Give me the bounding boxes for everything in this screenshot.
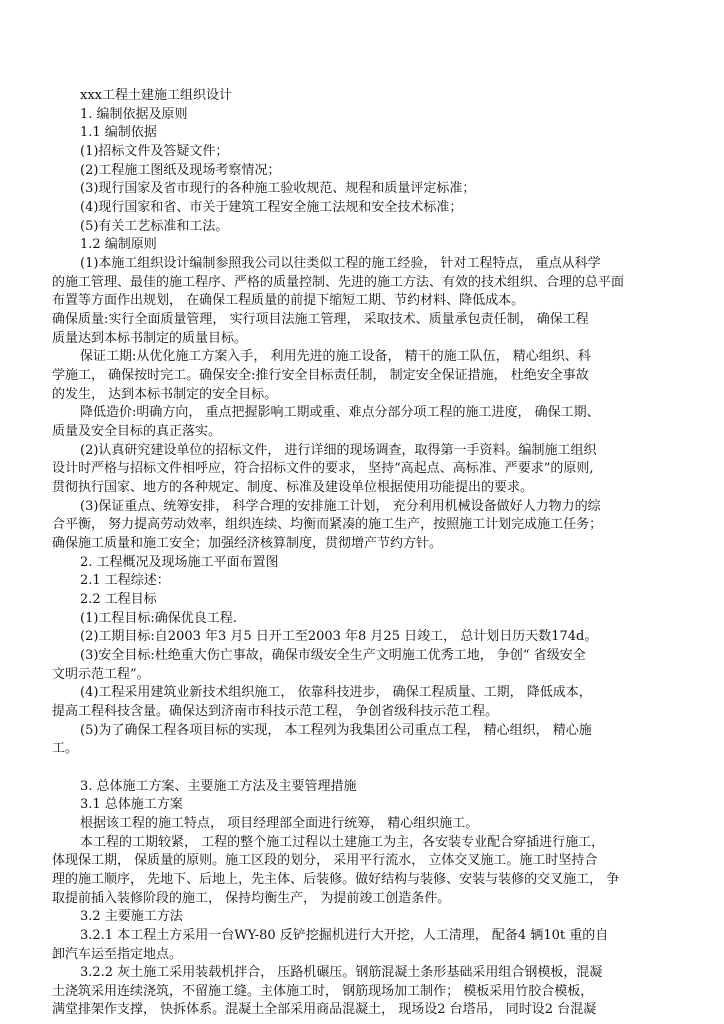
- list-item: (5)有关工艺标准和工法。: [80, 219, 229, 234]
- paragraph-line: 文明示范工程”。: [52, 667, 150, 682]
- paragraph-line: 布置等方面作出规划， 在确保工程质量的前提下缩短工期、节约材料、降低成本。: [52, 293, 525, 308]
- paragraph-line: 取提前插入装修阶段的施工， 保持均衡生产， 为提前竣工创造条件。: [52, 891, 451, 906]
- subsection-heading: 2.1 工程综述：: [80, 573, 170, 588]
- paragraph-line: 贯彻执行国家、地方的各种规定、制度、标准及建设单位根据使用功能提出的要求。: [52, 480, 534, 495]
- list-item: (2)工程施工图纸及现场考察情况；: [80, 163, 281, 178]
- paragraph-line: 合平衡， 努力提高劳动效率，组织连续、均衡而紧凑的施工生产，按照施工计划完成施工任务；: [52, 517, 603, 532]
- paragraph-line: (2)认真研究建设单位的招标文件， 进行详细的现场调查，取得第一手资料。编制施工组织: [80, 443, 597, 458]
- list-item: (4)现行国家和省、市关于建筑工程安全施工法规和安全技术标准；: [80, 200, 463, 215]
- paragraph-line: 本工程的工期较紧， 工程的整个施工过程以土建施工为主，各安装专业配合穿插进行施工，: [80, 835, 605, 850]
- paragraph-line: 3.2.2 灰土施工采用装载机拌合， 压路机碾压。钢筋混凝土条形基础采用组合钢模板，混凝: [80, 965, 603, 980]
- section-heading: 3. 总体施工方案、主要施工方法及主要管理措施: [80, 779, 357, 794]
- paragraph-line: 工。: [52, 741, 79, 756]
- document-title: xxx工程土建施工组织设计: [80, 88, 232, 103]
- list-item: (3)安全目标:杜绝重大伤亡事故，确保市级安全生产文明施工优秀工地， 争创“ 省级安全: [80, 648, 586, 663]
- paragraph-line: 确保质量:实行全面质量管理， 实行项目法施工管理， 采取技术、质量承包责任制， 确保工程: [52, 312, 589, 327]
- list-item: (1)招标文件及答疑文件；: [80, 144, 229, 159]
- list-item: (4)工程采用建筑业新技术组织施工， 依靠科技进步， 确保工程质量、工期， 降低成本，: [80, 685, 592, 700]
- paragraph-line: 3.2.1 本工程土方采用一台WY-80 反铲挖掘机进行大开挖，人工清理， 配备4 辆10t 重的自: [80, 928, 609, 943]
- list-item: (1)工程目标:确保优良工程.: [80, 611, 237, 626]
- paragraph-line: (3)保证重点、统筹安排， 科学合理的安排施工计划， 充分利用机械设备做好人力物力的综: [80, 499, 601, 514]
- section-heading: 1. 编制依据及原则: [80, 107, 188, 122]
- paragraph-line: 土浇筑采用连续浇筑，不留施工缝。主体施工时， 钢筋现场加工制作； 模板采用竹胶合模板，: [52, 984, 594, 999]
- paragraph-line: 卸汽车运至指定地点。: [52, 947, 183, 962]
- paragraph-line: 质量及安全目标的真正落实。: [52, 424, 222, 439]
- paragraph-line: 学施工， 确保按时完工。确保安全:推行安全目标责任制， 制定安全保证措施， 杜绝安全事故: [52, 368, 589, 383]
- paragraph-line: 理的施工顺序， 先地下、后地上，先主体、后装修。做好结构与装修、安装与装修的交叉施工， 争: [52, 872, 620, 887]
- subsection-heading: 2.2 工程目标: [80, 592, 157, 607]
- subsection-heading: 3.2 主要施工方法: [80, 909, 183, 924]
- paragraph-line: 体现保工期， 保质量的原则。施工区段的划分， 采用平行流水， 立体交叉施工。施工时坚持合: [52, 853, 598, 868]
- list-item: (2)工期目标:自2003 年3 月5 日开工至2003 年8 月25 日竣工， 总计划日历天数174d。: [80, 629, 598, 644]
- paragraph-line: 的施工管理、最佳的施工程序、严格的质量控制、先进的施工方法、有效的技术组织、合理的总平面: [52, 275, 625, 290]
- paragraph-line: 降低造价:明确方向， 重点把握影响工期或重、难点分部分项工程的施工进度， 确保工期、: [80, 405, 600, 420]
- list-item: (5)为了确保工程各项目标的实现， 本工程列为我集团公司重点工程， 精心组织， 精心施: [80, 723, 592, 738]
- section-heading: 2. 工程概况及现场施工平面布置图: [80, 555, 279, 570]
- paragraph-line: 保证工期:从优化施工方案入手， 利用先进的施工设备， 精干的施工队伍， 精心组织、科: [80, 349, 591, 364]
- paragraph-line: 提高工程科技含量。确保达到济南市科技示范工程， 争创省级科技示范工程。: [52, 704, 499, 719]
- subsection-heading: 3.1 总体施工方案: [80, 797, 183, 812]
- subsection-heading: 1.1 编制依据: [80, 125, 157, 140]
- list-item: (3)现行国家及省市现行的各种施工验收规范、规程和质量评定标准；: [80, 181, 476, 196]
- paragraph-line: (1)本施工组织设计编制参照我公司以往类似工程的施工经验， 针对工程特点， 重点从科学: [80, 256, 601, 271]
- paragraph-line: 满堂排架作支撑， 快拆体系。混凝土全部采用商品混凝土， 现场设2 台塔吊， 同时设2 台混凝: [52, 1002, 597, 1017]
- paragraph-line: 根据该工程的施工特点， 项目经理部全面进行统筹， 精心组织施工。: [80, 816, 479, 831]
- paragraph-line: 设计时严格与招标文件相呼应，符合招标文件的要求， 坚持“高起点、高标准、严要求”的原则,: [52, 461, 594, 476]
- paragraph-line: 质量达到本标书制定的质量目标。: [52, 331, 248, 346]
- paragraph-line: 的发生， 达到本标书制定的安全目标。: [52, 387, 278, 402]
- subsection-heading: 1.2 编制原则: [80, 237, 157, 252]
- paragraph-line: 确保施工质量和施工安全；加强经济核算制度，贯彻增产节约方针。: [52, 536, 443, 551]
